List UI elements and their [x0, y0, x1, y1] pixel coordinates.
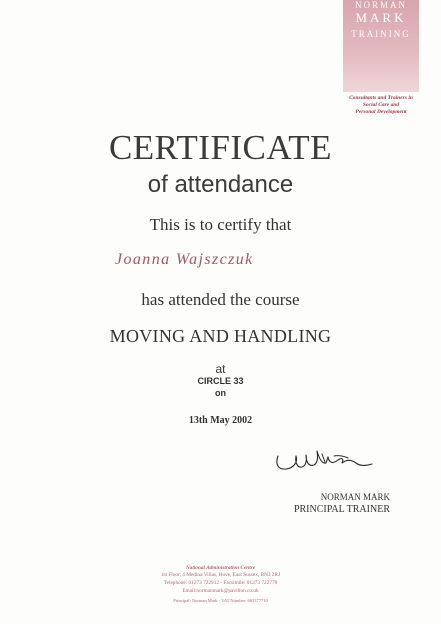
- certificate-subtitle: of attendance: [147, 171, 294, 198]
- footer-principal: Principal: Norman Mark - VAT Number: 665377710: [173, 598, 268, 603]
- logo-tagline-line: Personal Development: [355, 109, 407, 115]
- on-label: on: [215, 388, 226, 398]
- footer-address: 1st Floor, 4 Medina Villas, Hove, East Sussex, BN3 2RJ: [160, 572, 281, 578]
- footer-centre: National Administration Centre: [185, 565, 256, 571]
- signatory-role: PRINCIPAL TRAINER: [293, 504, 390, 515]
- recipient-name: Joanna Wajszczuk: [115, 251, 254, 268]
- logo-line-1: NORMAN: [354, 0, 407, 10]
- signature-image: [272, 442, 382, 482]
- venue-name: CIRCLE 33: [197, 376, 244, 386]
- attended-statement: has attended the course: [141, 290, 300, 309]
- signatory-name: NORMAN MARK: [320, 492, 390, 502]
- course-date: 13th May 2002: [188, 415, 253, 426]
- course-name: MOVING AND HANDLING: [109, 326, 332, 346]
- logo-tagline-line: Consultants and Trainers in: [349, 95, 413, 101]
- footer-email: Email:normanmark@pavilion.co.uk: [182, 588, 259, 594]
- logo-line-2: MARK: [355, 10, 407, 25]
- at-label: at: [215, 362, 226, 376]
- logo-tagline: [339, 95, 423, 116]
- footer-phone: Telephone: 01273 722912 - Facsimile: 01273 722778: [163, 580, 278, 586]
- company-logo: [343, 0, 419, 124]
- certify-statement: This is to certify that: [149, 215, 292, 234]
- logo-line-3: TRAINING: [351, 29, 411, 39]
- logo-block: [343, 0, 419, 92]
- logo-tagline-line: Social Care and: [362, 102, 400, 108]
- certificate-title: CERTIFICATE: [108, 128, 333, 167]
